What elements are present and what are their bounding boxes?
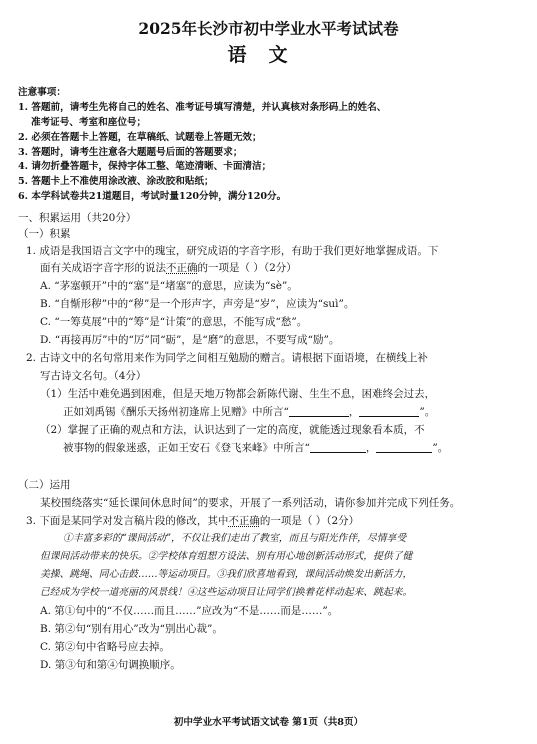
subject-title: 语文 [227,44,310,66]
emphasis-text: 不正确 [166,262,198,274]
question-1-text: 1. 成语是我国语言文字中的瑰宝，研究成语的字音字形，有助于我们更好地掌握成语。下 [26,245,439,257]
option-b: B. 第②句“别有用心”改为“别出心裁”。 [40,623,223,635]
section-heading: 一、积累运用（共20分） [18,212,137,224]
passage-line: ①丰富多彩的“课间活动”，不仅让我们走出了教室，而且与阳光作伴，尽情享受 [63,533,407,544]
notes-item: 6. 本学科试卷共21道题目，考试时量120分钟，满分120分。 [18,191,287,202]
exam-title: 2025年长沙市初中学业水平考试试卷 [138,19,399,38]
question-2-text: 写古诗文名句。（4分） [40,370,147,382]
page-footer: 初中学业水平考试语文试卷 第1页（共8页） [173,717,364,728]
option-a: A. “茅塞顿开”中的“塞”是“堵塞”的意思，应读为“sè”。 [40,280,298,292]
option-d: D. 第③句和第④句调换顺序。 [40,659,181,671]
notes-item: 5. 答题卡上不准使用涂改液、涂改胶和贴纸； [18,176,214,187]
option-a: A. 第①句中的“不仅……而且……”应改为“不是……而是……”。 [40,605,339,617]
option-d: D. “再接再厉”中的“厉”同“砺”，是“磨”的意思，不要写成“励”。 [40,334,340,346]
notes-item: 1. 答题前，请考生先将自己的姓名、准考证号填写清楚，并认真核对条形码上的姓名、 [18,102,387,113]
question-2-part-1: 正如刘禹锡《酬乐天扬州初逢席上见赠》中所言“ ， ”。 [63,406,436,418]
answer-blank [359,406,419,417]
answer-blank [289,406,349,417]
option-c: C. “一筹莫展”中的“筹”是“计策”的意思，不能写成“愁”。 [40,316,308,328]
question-2-part-1: （1）生活中难免遇到困难，但是天地万物都会新陈代谢、生生不息，困难终会过去， [40,388,436,400]
notes-item: 3. 答题时，请考生注意各大题题号后面的答题要求； [18,147,243,158]
notes-heading: 注意事项： [18,87,66,98]
section-intro: 某校围绕落实“延长课间休息时间”的要求，开展了一系列活动，请你参加并完成下列任务。 [40,497,461,509]
option-b: B. “自惭形秽”中的“秽”是一个形声字，声旁是“岁”，应读为“suì”。 [40,298,355,310]
question-2-text: 2. 古诗文中的名句常用来作为同学之间相互勉励的赠言。请根据下面语境，在横线上补 [26,352,428,364]
question-2-part-2: 被事物的假象迷惑，正如王安石《登飞来峰》中所言“ ， ”。 [63,442,449,454]
notes-item: 4. 请勿折叠答题卡，保持字体工整、笔迹清晰、卡面清洁； [18,161,272,172]
subsection-heading: （一）积累 [18,228,71,240]
notes-item: 2. 必须在答题卡上答题，在草稿纸、试题卷上答题无效； [18,132,262,143]
answer-blank [310,442,366,453]
question-1-text: 面有关成语字音字形的说法不正确的一项是（ ）（2分） [40,262,297,274]
subsection-heading: （二）运用 [18,479,71,491]
passage-line: 但课间活动带来的快乐。②学校体育组想方设法、别有用心地创新活动形式，提供了健 [40,551,413,562]
emphasis-text: 不正确 [228,515,260,527]
option-c: C. 第②句中省略号应去掉。 [40,641,170,653]
answer-blank [376,442,432,453]
passage-line: 已经成为学校一道亮丽的风景线！④这些运动项目让同学们换着花样动起来、跳起来。 [40,587,413,598]
passage-line: 美操、跳绳、同心击鼓……等运动项目。③我们欣喜地看到，课间活动焕发出新活力， [40,569,413,580]
notes-item: 准考证号、考室和座位号； [31,117,147,128]
question-3-text: 3. 下面是某同学对发言稿片段的修改，其中不正确的一项是（ ）（2分） [26,515,360,527]
question-2-part-2: （2）掌握了正确的观点和方法，认识达到了一定的高度，就能透过现象看本质，不 [40,424,425,436]
